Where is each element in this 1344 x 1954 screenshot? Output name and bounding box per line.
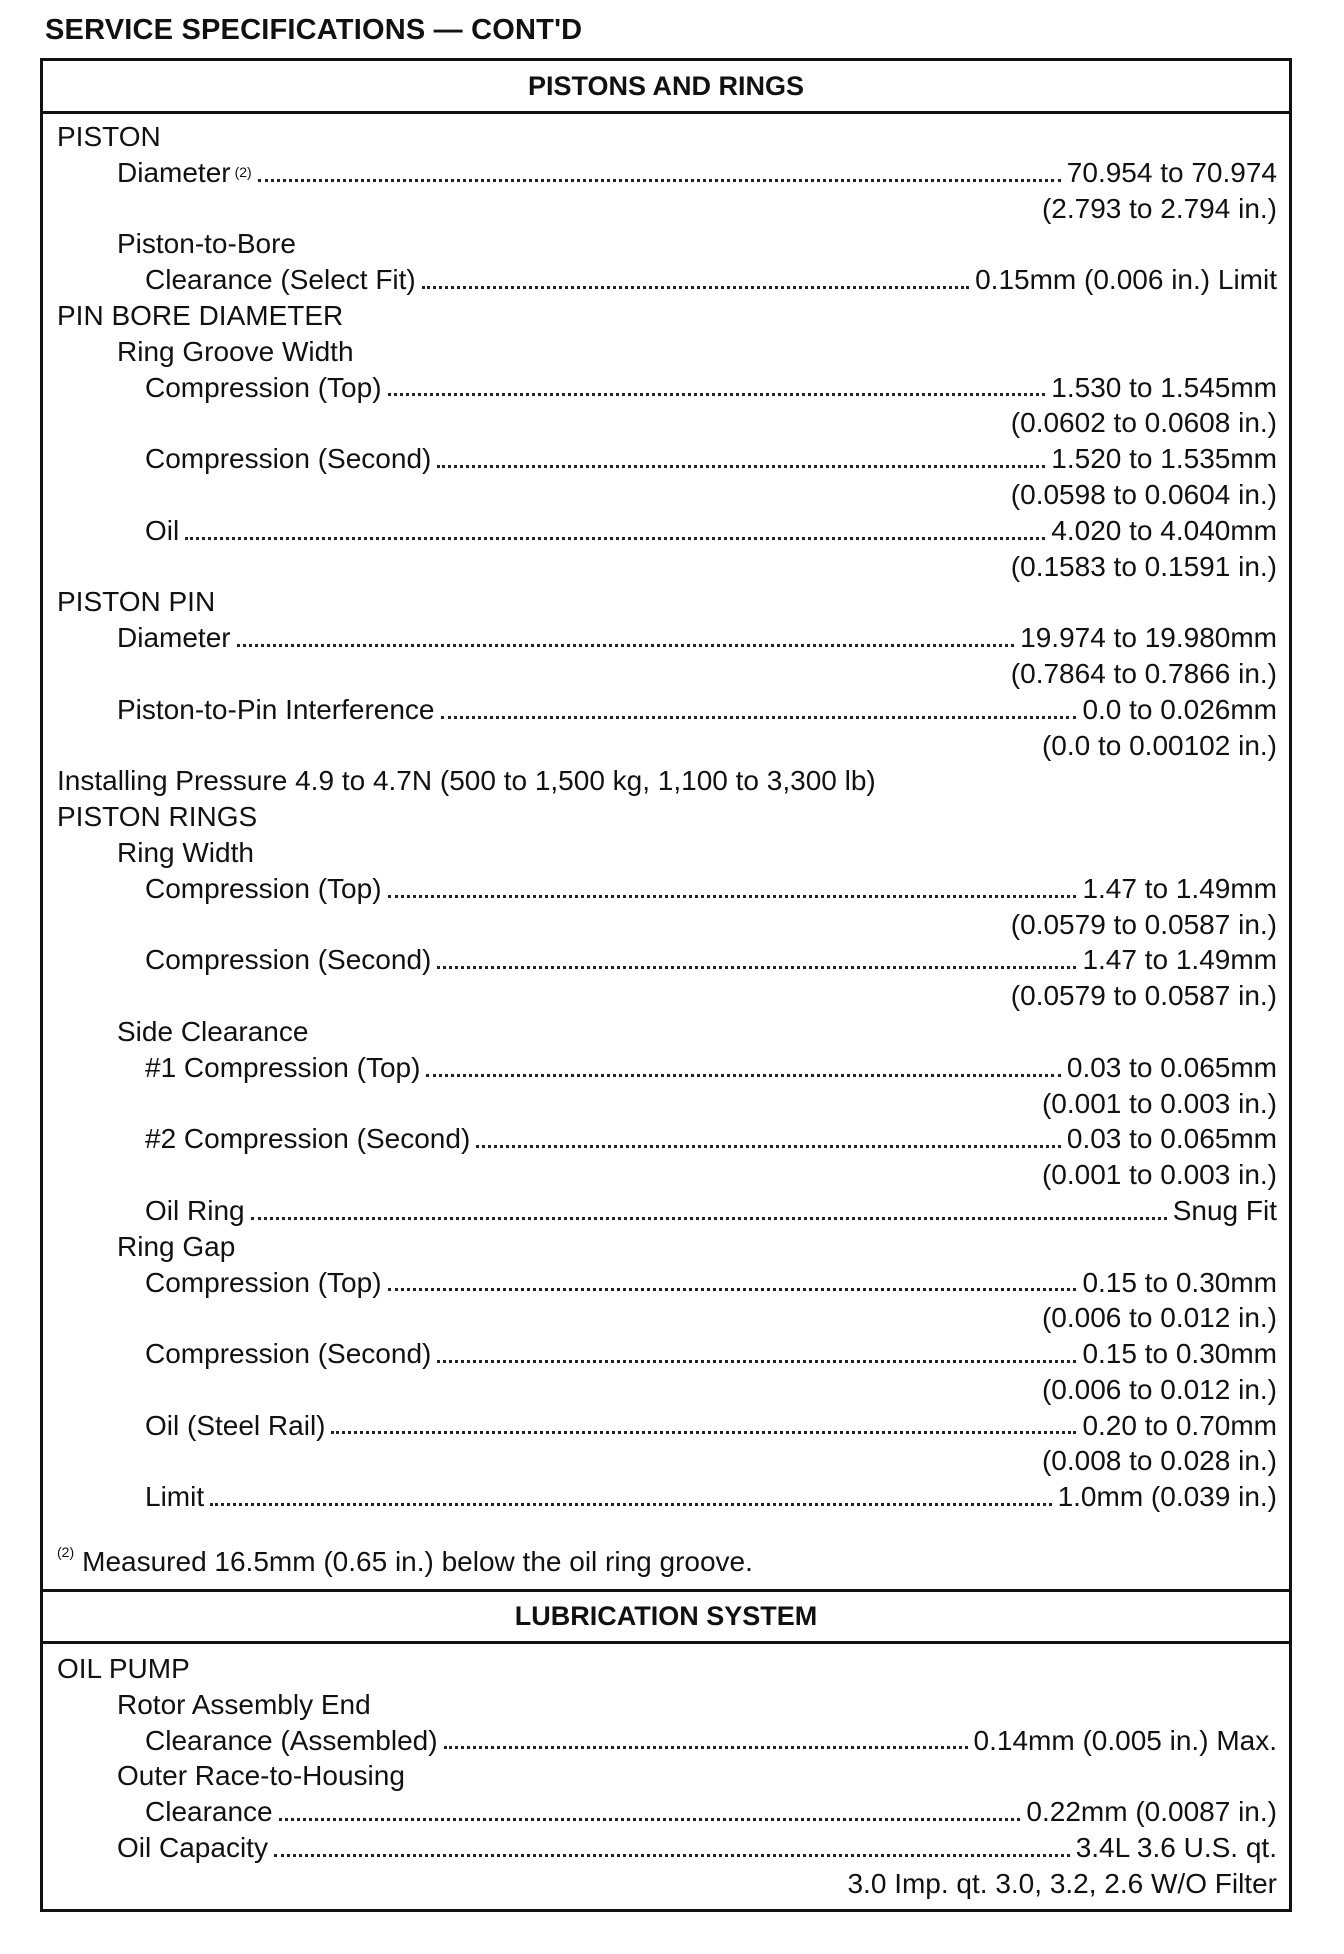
- spec-value-continuation: [57, 907, 1277, 943]
- spec-label: Clearance: [145, 1796, 273, 1828]
- dot-leader: [185, 536, 1045, 540]
- spec-heading: [57, 1687, 1277, 1723]
- dot-leader: [444, 1745, 968, 1749]
- spec-value: (0.006 to 0.012 in.): [1041, 1302, 1277, 1334]
- spec-value: 0.15 to 0.30mm: [1082, 1266, 1277, 1298]
- spec-label: Clearance (Assembled): [145, 1724, 438, 1756]
- spec-row: [57, 155, 1277, 191]
- spec-value: 1.47 to 1.49mm: [1082, 944, 1277, 976]
- spec-value: Snug Fit: [1172, 1194, 1277, 1226]
- dot-leader: [279, 1817, 1021, 1821]
- section-divider: [43, 1641, 1289, 1644]
- spec-value: (0.008 to 0.028 in.): [1041, 1445, 1277, 1477]
- spec-label: Diameter: [117, 622, 231, 654]
- section-divider: [43, 111, 1289, 114]
- dot-leader: [237, 643, 1015, 647]
- spec-value-continuation: [57, 1086, 1277, 1122]
- dot-leader: [258, 178, 1061, 182]
- spec-value-continuation: [57, 1866, 1277, 1902]
- dot-leader: [388, 894, 1077, 898]
- spec-heading: [57, 799, 1277, 835]
- spec-label: Outer Race-to-Housing: [117, 1760, 405, 1792]
- spec-label: Oil (Steel Rail): [145, 1409, 326, 1441]
- footnote-mark: (2): [57, 1544, 75, 1560]
- spec-value-continuation: [57, 656, 1277, 692]
- spec-value: (2.793 to 2.794 in.): [1041, 192, 1277, 224]
- spec-label: #2 Compression (Second): [145, 1123, 471, 1155]
- spec-label: Piston-to-Bore: [117, 228, 296, 260]
- spec-label: Ring Gap: [117, 1230, 236, 1262]
- spec-value: 19.974 to 19.980mm: [1020, 622, 1277, 654]
- spec-heading: [57, 1229, 1277, 1265]
- spec-label: Compression (Top): [145, 872, 382, 904]
- spec-value-continuation: [57, 191, 1277, 227]
- spec-value: (0.006 to 0.012 in.): [1041, 1373, 1277, 1405]
- spec-value: 70.954 to 70.974: [1066, 156, 1277, 188]
- dot-leader: [251, 1216, 1167, 1220]
- spec-label: Oil: [145, 514, 180, 546]
- spec-value: 3.4L 3.6 U.S. qt.: [1075, 1831, 1277, 1863]
- spec-value: 4.020 to 4.040mm: [1051, 514, 1277, 546]
- dot-leader: [388, 392, 1046, 396]
- spec-value: (0.001 to 0.003 in.): [1041, 1087, 1277, 1119]
- spec-value: (0.0579 to 0.0587 in.): [1010, 980, 1277, 1012]
- spec-value-continuation: [57, 1372, 1277, 1408]
- spec-heading: [57, 584, 1277, 620]
- spec-value: 1.47 to 1.49mm: [1082, 872, 1277, 904]
- spec-heading: [57, 298, 1277, 334]
- spec-row: [57, 1794, 1277, 1830]
- spec-value: (0.0 to 0.00102 in.): [1041, 729, 1277, 761]
- spec-row: [57, 1723, 1277, 1759]
- spec-value: 0.15mm (0.006 in.) Limit: [975, 264, 1277, 296]
- spec-label: Oil Ring: [145, 1194, 245, 1226]
- spec-label: Rotor Assembly End: [117, 1688, 371, 1720]
- spec-label: OIL PUMP: [57, 1653, 190, 1684]
- spec-value-continuation: [57, 1300, 1277, 1336]
- spec-row: [57, 370, 1277, 406]
- spec-row: [57, 620, 1277, 656]
- spec-heading: [57, 835, 1277, 871]
- dot-leader: [422, 285, 969, 289]
- spec-label: Compression (Top): [145, 371, 382, 403]
- spec-label: Oil Capacity: [117, 1831, 268, 1863]
- spec-value: 0.22mm (0.0087 in.): [1026, 1796, 1277, 1828]
- spec-heading: [57, 119, 1277, 155]
- lubrication-section-title: LUBRICATION SYSTEM: [514, 1601, 818, 1631]
- spec-label: Piston-to-Pin Interference: [117, 693, 435, 725]
- spec-heading: [57, 334, 1277, 370]
- spec-value: 0.03 to 0.065mm: [1066, 1123, 1277, 1155]
- spec-value-continuation: [57, 477, 1277, 513]
- spec-label: PISTON RINGS: [57, 801, 258, 833]
- spec-row: [57, 692, 1277, 728]
- spec-value-continuation: [57, 978, 1277, 1014]
- spec-table: [40, 58, 1292, 1912]
- spec-row: [57, 1830, 1277, 1866]
- spec-value-continuation: [57, 405, 1277, 441]
- spec-row: [57, 262, 1277, 298]
- dot-leader: [388, 1287, 1077, 1291]
- spec-label: PIN BORE DIAMETER: [57, 299, 344, 331]
- dot-leader: [331, 1430, 1076, 1434]
- spec-heading: [57, 226, 1277, 262]
- page-heading: SERVICE SPECIFICATIONS — CONT'D: [45, 14, 583, 46]
- spec-row: [57, 1050, 1277, 1086]
- spec-value: 0.20 to 0.70mm: [1082, 1409, 1277, 1441]
- spec-label: PISTON: [57, 121, 161, 152]
- spec-value-continuation: [57, 1443, 1277, 1479]
- spec-label: Compression (Second): [145, 944, 432, 976]
- spec-value: 0.0 to 0.026mm: [1082, 693, 1277, 725]
- spec-label: Side Clearance: [117, 1015, 309, 1047]
- spec-value-continuation: [57, 549, 1277, 585]
- spec-label: PISTON PIN: [57, 586, 216, 618]
- footnote-text: Measured 16.5mm (0.65 in.) below the oil ring groove.: [82, 1546, 753, 1577]
- dot-leader: [437, 1359, 1076, 1363]
- spec-label: #1 Compression (Top): [145, 1051, 421, 1083]
- spec-label: Clearance (Select Fit): [145, 264, 416, 296]
- dot-leader: [437, 965, 1076, 969]
- spec-label: Compression (Second): [145, 1338, 432, 1370]
- spec-row: [57, 1336, 1277, 1372]
- spec-row: [57, 1479, 1277, 1515]
- spec-heading: [57, 1651, 1277, 1687]
- spec-value: 3.0 Imp. qt. 3.0, 3.2, 2.6 W/O Filter: [847, 1867, 1277, 1899]
- spec-value: 1.530 to 1.545mm: [1051, 371, 1277, 403]
- dot-leader: [426, 1073, 1060, 1077]
- spec-label: Diameter: [117, 156, 231, 188]
- spec-heading: [57, 1014, 1277, 1050]
- dot-leader: [210, 1502, 1051, 1506]
- dot-leader: [441, 715, 1077, 719]
- spec-value: (0.1583 to 0.1591 in.): [1010, 550, 1277, 582]
- spec-row: [57, 1408, 1277, 1444]
- spec-value: 0.15 to 0.30mm: [1082, 1338, 1277, 1370]
- spec-row: [57, 871, 1277, 907]
- footnote-reference: (2): [234, 163, 252, 180]
- spec-value: (0.0579 to 0.0587 in.): [1010, 908, 1277, 940]
- spec-value: 1.520 to 1.535mm: [1051, 443, 1277, 475]
- spec-label: Ring Width: [117, 836, 254, 868]
- spec-value-continuation: [57, 728, 1277, 764]
- spec-label: Limit: [145, 1481, 205, 1513]
- spec-row: [57, 1265, 1277, 1301]
- pistons-section-title: PISTONS AND RINGS: [527, 71, 805, 101]
- spec-label: Compression (Top): [145, 1266, 382, 1298]
- spec-value: 0.14mm (0.005 in.) Max.: [973, 1724, 1277, 1756]
- lubrication-spec-list: [57, 1651, 1277, 1902]
- spec-value: (0.0598 to 0.0604 in.): [1010, 478, 1277, 510]
- spec-row: [57, 513, 1277, 549]
- spec-label: Ring Groove Width: [117, 335, 354, 367]
- spec-row: [57, 441, 1277, 477]
- pistons-spec-list: [57, 119, 1277, 1515]
- spec-value: (0.0602 to 0.0608 in.): [1010, 407, 1277, 439]
- spec-value: (0.7864 to 0.7866 in.): [1010, 657, 1277, 689]
- dot-leader: [437, 464, 1045, 468]
- spec-value: 0.03 to 0.065mm: [1066, 1051, 1277, 1083]
- dot-leader: [274, 1853, 1070, 1857]
- footnote: [57, 1535, 1277, 1580]
- spec-value: 1.0mm (0.039 in.): [1057, 1481, 1277, 1513]
- spec-heading: [57, 763, 1277, 799]
- spec-row: [57, 1193, 1277, 1229]
- spec-value: (0.001 to 0.003 in.): [1041, 1159, 1277, 1191]
- spec-row: [57, 942, 1277, 978]
- spec-row: [57, 1121, 1277, 1157]
- dot-leader: [476, 1144, 1061, 1148]
- spec-heading: [57, 1758, 1277, 1794]
- spec-label: Compression (Second): [145, 443, 432, 475]
- spec-value-continuation: [57, 1157, 1277, 1193]
- spec-label: Installing Pressure 4.9 to 4.7N (500 to 1,500 kg, 1,100 to 3,300 lb): [57, 765, 876, 797]
